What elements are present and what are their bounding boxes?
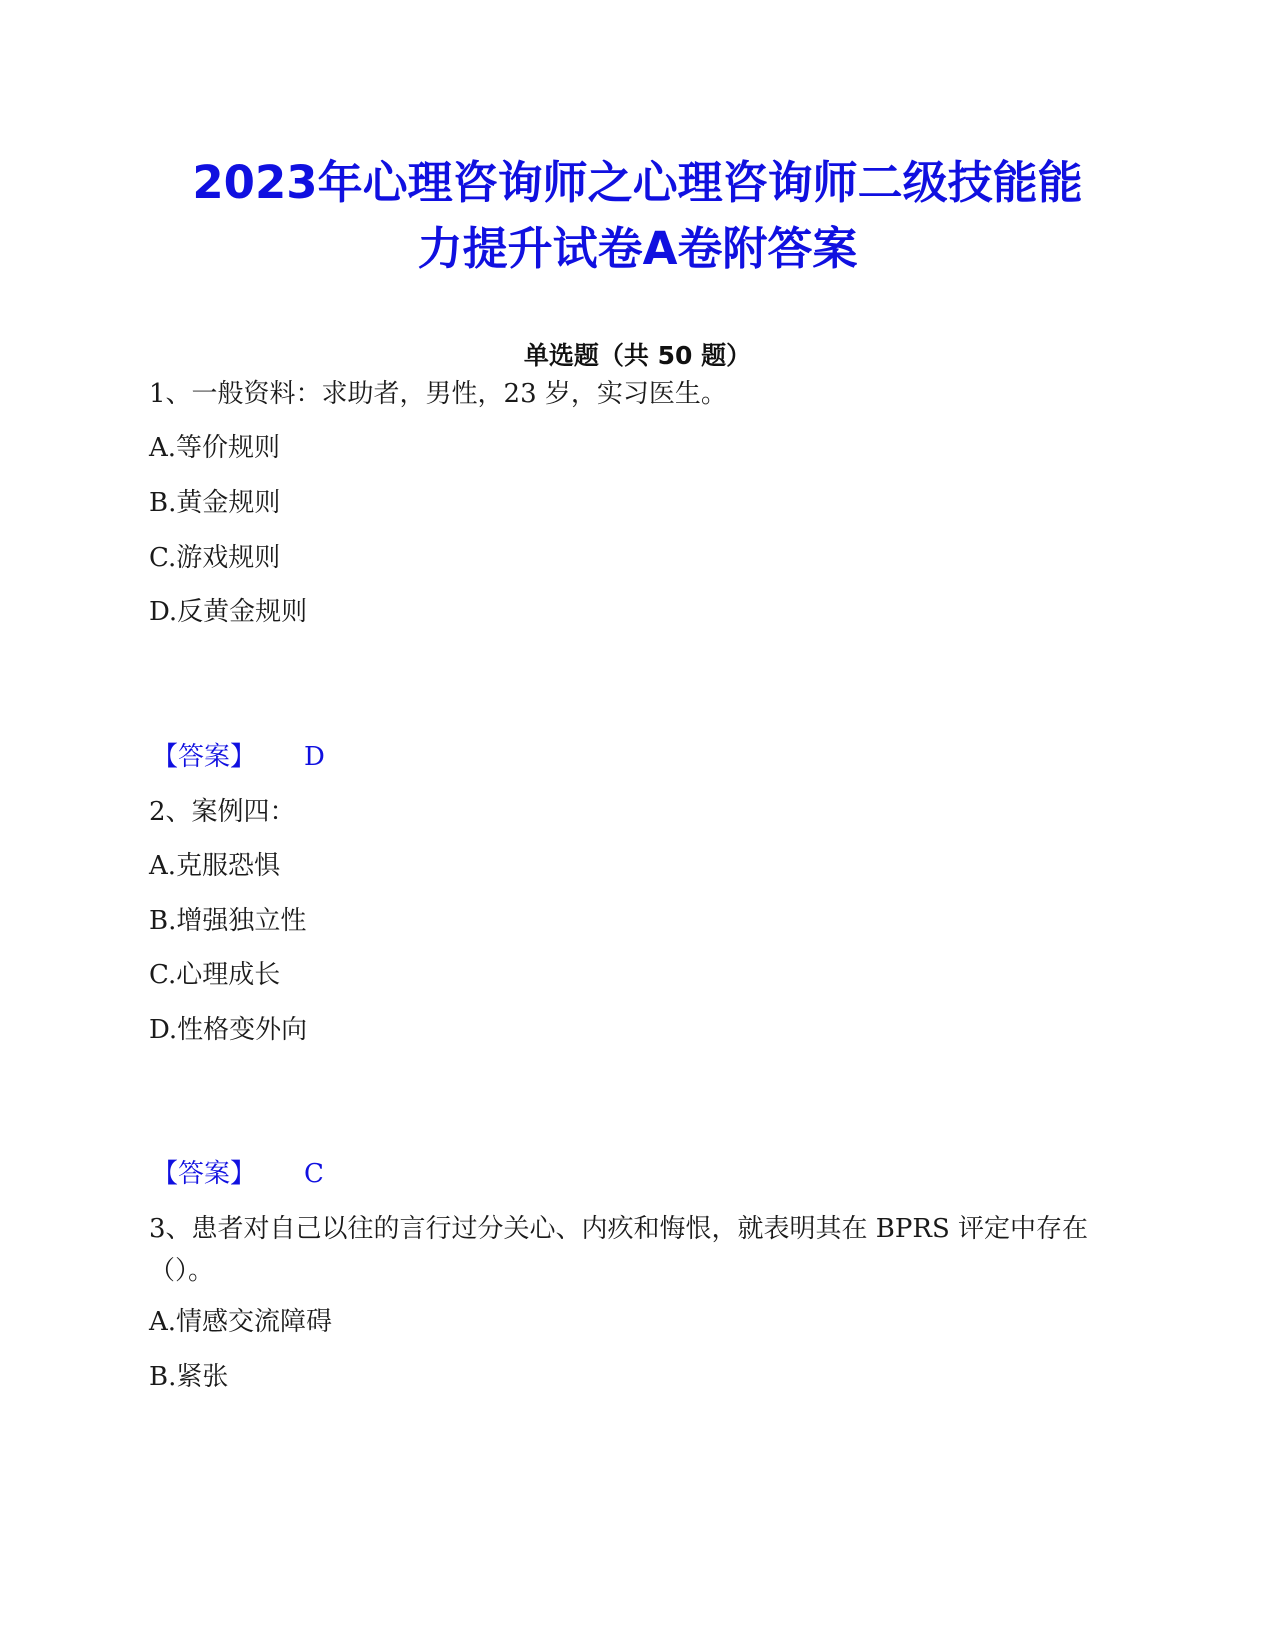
question-2-option-b: B.增强独立性: [149, 906, 307, 936]
question-1-option-d: D.反黄金规则: [149, 597, 308, 627]
question-2-option-d: D.性格变外向: [149, 1015, 308, 1045]
question-1-stem: 1、一般资料：求助者，男性，23 岁，实习医生。: [149, 379, 727, 409]
question-3-option-b: B.紧张: [149, 1362, 229, 1392]
question-2-option-c: C.心理成长: [149, 960, 281, 990]
title-line-2: 力提升试卷A卷附答案: [417, 222, 858, 275]
section-heading: 单选题（共 50 题）: [523, 341, 752, 370]
question-2-stem: 2、案例四：: [149, 797, 296, 827]
question-3-option-a: A.情感交流障碍: [149, 1307, 333, 1337]
answer-value: C: [304, 1159, 324, 1189]
question-1-option-c: C.游戏规则: [149, 543, 281, 573]
title-line-1: 2023年心理咨询师之心理咨询师二级技能能: [192, 156, 1083, 209]
answer-value: D: [304, 742, 325, 772]
question-2-option-a: A.克服恐惧: [149, 851, 281, 881]
answer-label: 【答案】: [152, 1159, 257, 1189]
question-1-option-b: B.黄金规则: [149, 488, 281, 518]
question-1-answer: [152, 737, 325, 777]
document-title: [130, 150, 1145, 282]
answer-label: 【答案】: [152, 742, 257, 772]
question-1-option-a: A.等价规则: [149, 433, 281, 463]
question-3-stem: 3、患者对自己以往的言行过分关心、内疚和悔恨，就表明其在 BPRS 评定中存在（）。: [149, 1214, 1089, 1286]
question-2-answer: [152, 1154, 324, 1194]
